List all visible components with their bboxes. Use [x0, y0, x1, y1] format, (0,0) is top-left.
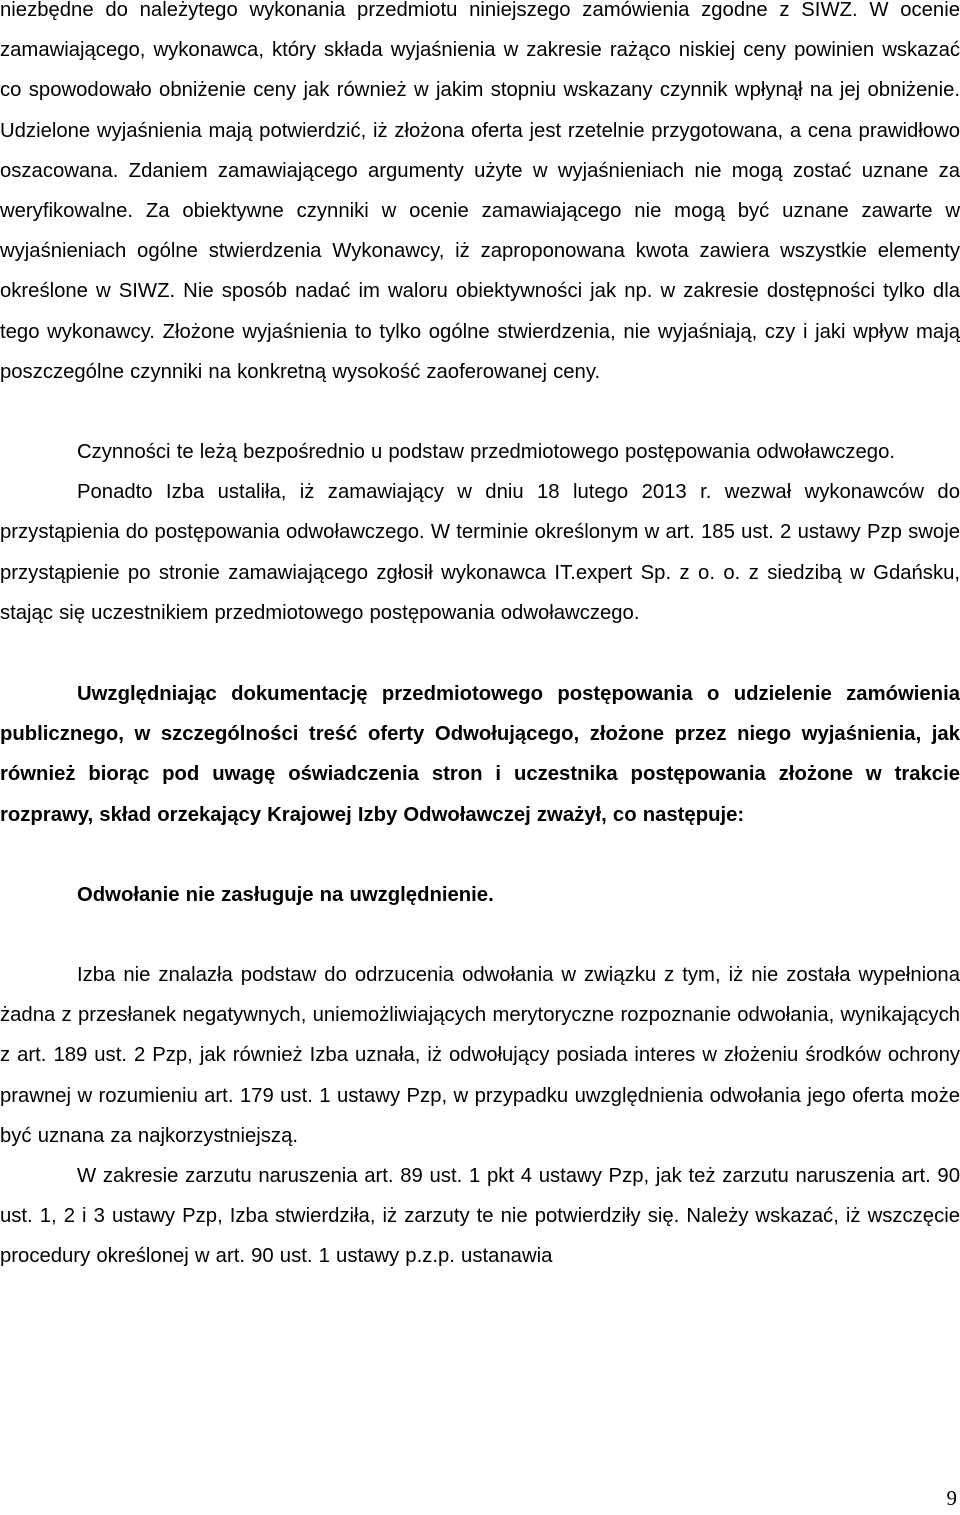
spacer: [0, 915, 960, 955]
paragraph-admissibility: Izba nie znalazła podstaw do odrzucenia odwołania w związku z tym, iż nie została wypełniona żadna z przesłanek negatywnych, uniemożliwiających merytoryczne rozpoznanie odwołania, wynikających z art. 189 ust. 2 Pzp, jak również Izba uznała, iż odwołujący posiada interes w złożeniu środków ochrony prawnej w rozumieniu art. 179 ust. 1 ustawy Pzp, w przypadku uwzględnienia odwołania jego oferta może być uznana za najkorzystniejszą.: [0, 964, 960, 1147]
paragraph-rnc-explanations: niezbędne do należytego wykonania przedmiotu niniejszego zamówienia zgodne z SIWZ. W ocenie zamawiającego, wykonawca, który składa wyjaśnienia w zakresie rażąco niskiej ceny powinien wskazać co spowodowało obniżenie ceny jak również w jakim stopniu wskazany czynnik wpłynął na jej obniżenie. Udzielone wyjaśnienia mają potwierdzić, iż złożona oferta jest rzetelnie przygotowana, a cena prawidłowo oszacowana. Zdaniem zamawiającego argumenty użyte w wyjaśnieniach nie mogą zostać uznane za weryfikowalne. Za obiektywne czynniki w ocenie zamawiającego nie mogą być uznane zawarte w wyjaśnieniach ogólne stwierdzenia Wykonawcy, iż zaproponowana kwota zawiera wszystkie elementy określone w SIWZ. Nie sposób nadać im waloru obiektywności jak np. w zakresie dostępności tylko dla tego wykonawcy. Złożone wyjaśnienia to tylko ogólne stwierdzenia, nie wyjaśniają, czy i jaki wpływ mają poszczególne czynniki na konkretną wysokość zaoferowanej ceny.: [0, 0, 960, 383]
spacer: [0, 633, 960, 674]
paragraph-art-89-claim: W zakresie zarzutu naruszenia art. 89 ust. 1 pkt 4 ustawy Pzp, jak też zarzutu naruszenia art. 90 ust. 1, 2 i 3 ustawy Pzp, Izba stwierdziła, iż zarzuty te nie potwierdziły się. Należy wskazać, iż wszczęcie procedury określonej w art. 90 ust. 1 ustawy p.z.p. ustanawia: [0, 1165, 960, 1268]
paragraph-intervention: Ponadto Izba ustaliła, iż zamawiający w dniu 18 lutego 2013 r. wezwał wykonawców do przystąpienia do postępowania odwoławczego. W terminie określonym w art. 185 ust. 2 ustawy Pzp swoje przystąpienie po stronie zamawiającego zgłosił wykonawca IT.expert Sp. z o. o. z siedzibą w Gdańsku, stając się uczestnikiem przedmiotowego postępowania odwoławczego.: [0, 481, 960, 624]
spacer: [0, 835, 960, 875]
paragraph-actions-basis: Czynności te leżą bezpośrednio u podstaw przedmiotowego postępowania odwoławczego.: [77, 441, 895, 464]
page-number: 9: [946, 1486, 957, 1510]
spacer: [0, 392, 960, 432]
paragraph-considerations-heading: Uwzględniając dokumentację przedmiotowego postępowania o udzielenie zamówienia publicznego, w szczególności treść oferty Odwołującego, złożone przez niego wyjaśnienia, jak również biorąc pod uwagę oświadczenia stron i uczestnika postępowania złożone w trakcie rozprawy, skład orzekający Krajowej Izby Odwoławczej zważył, co następuje:: [0, 683, 960, 826]
verdict-heading: Odwołanie nie zasługuje na uwzględnienie.: [77, 883, 494, 906]
